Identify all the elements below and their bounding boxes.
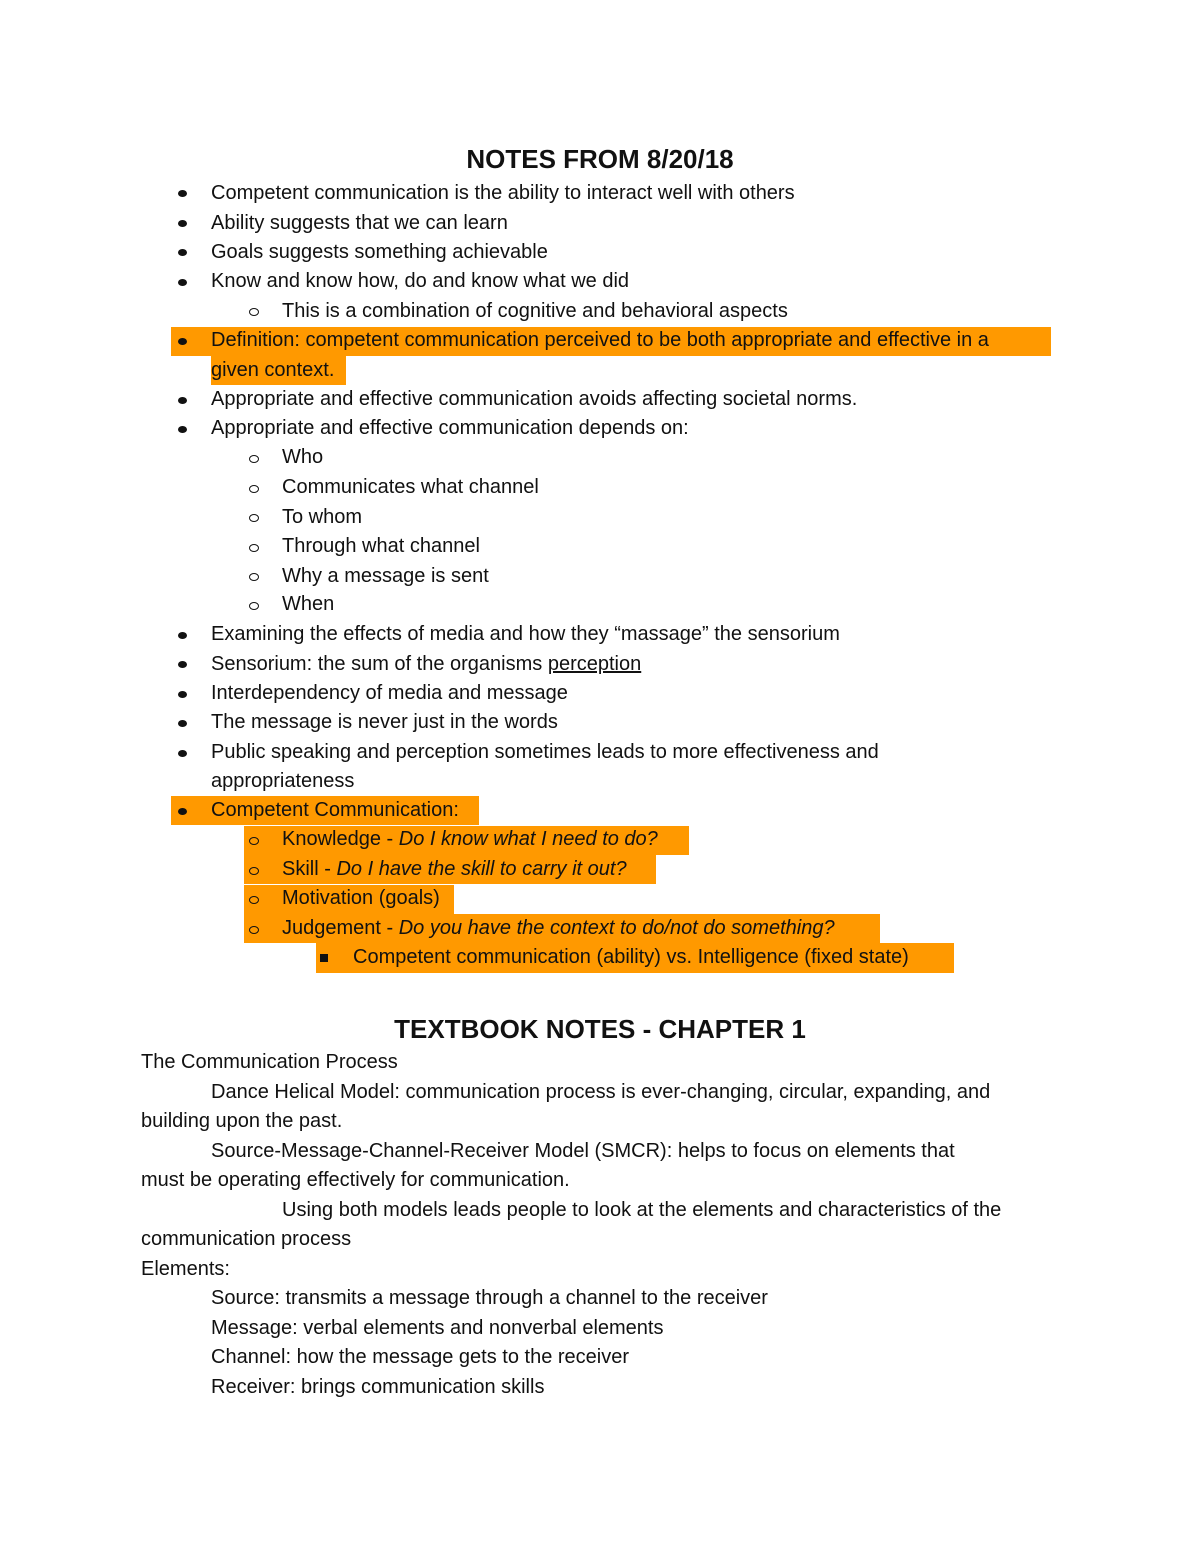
element-message: Message: verbal elements and nonverbal elements xyxy=(211,1317,664,1339)
bullet-icon xyxy=(178,426,187,433)
note-public-speaking-2: appropriateness xyxy=(211,770,355,792)
definition-line-2: given context. xyxy=(211,359,335,381)
ability-vs-intelligence: Competent communication (ability) vs. Intelligence (fixed state) xyxy=(353,946,909,968)
bullet-icon xyxy=(178,808,187,815)
both-models-line-2: communication process xyxy=(141,1228,352,1250)
skill-label: Skill - xyxy=(282,858,337,880)
note-depends-on: Appropriate and effective communication depends on: xyxy=(211,417,689,439)
sensorium-text: Sensorium: the sum of the organisms xyxy=(211,653,548,675)
communication-process-heading: The Communication Process xyxy=(141,1051,398,1073)
bullet-icon xyxy=(178,279,187,286)
note-competent-ability: Competent communication is the ability to interact well with others xyxy=(211,182,795,204)
depends-item: Communicates what channel xyxy=(282,476,539,498)
circle-bullet-icon xyxy=(249,308,259,316)
competent-communication-heading: Competent Communication: xyxy=(211,799,459,821)
skill-item xyxy=(282,855,627,884)
note-message-words: The message is never just in the words xyxy=(211,711,558,733)
definition-line-1: Definition: competent communication perceived to be both appropriate and effective in a xyxy=(211,329,989,351)
dance-helical-line-1: Dance Helical Model: communication process is ever-changing, circular, expanding, and xyxy=(211,1081,991,1103)
bullet-icon xyxy=(178,338,187,345)
depends-item: Who xyxy=(282,446,324,468)
bullet-icon xyxy=(178,661,187,668)
circle-bullet-icon xyxy=(249,573,259,581)
perception-link[interactable]: perception xyxy=(547,653,642,675)
note-cognitive-behavioral: This is a combination of cognitive and behavioral aspects xyxy=(282,300,788,322)
both-models-line-1: Using both models leads people to look at the elements and characteristics of the xyxy=(282,1199,1002,1221)
bullet-icon xyxy=(178,750,187,757)
note-ability-learn: Ability suggests that we can learn xyxy=(211,212,508,234)
knowledge-question: Do I know what I need to do? xyxy=(398,828,658,850)
elements-heading: Elements: xyxy=(141,1258,230,1280)
depends-item: To whom xyxy=(282,506,363,528)
bullet-icon xyxy=(178,397,187,404)
smcr-line-2: must be operating effectively for communication. xyxy=(141,1169,570,1191)
element-channel: Channel: how the message gets to the receiver xyxy=(211,1346,630,1368)
note-sensorium-definition xyxy=(211,650,641,679)
judgement-label: Judgement - xyxy=(282,917,399,939)
circle-bullet-icon xyxy=(249,837,259,845)
bullet-icon xyxy=(178,632,187,639)
motivation-item: Motivation (goals) xyxy=(282,887,440,909)
depends-item: Why a message is sent xyxy=(282,565,489,587)
circle-bullet-icon xyxy=(249,926,259,934)
skill-question: Do I have the skill to carry it out? xyxy=(336,858,627,880)
smcr-line-1: Source-Message-Channel-Receiver Model (SMCR): helps to focus on elements that xyxy=(211,1140,955,1162)
judgement-question: Do you have the context to do/not do something? xyxy=(398,917,835,939)
bullet-icon xyxy=(178,720,187,727)
note-goals: Goals suggests something achievable xyxy=(211,241,548,263)
circle-bullet-icon xyxy=(249,455,259,463)
bullet-icon xyxy=(178,220,187,227)
knowledge-label: Knowledge - xyxy=(282,828,399,850)
knowledge-item xyxy=(282,825,658,854)
bullet-icon xyxy=(178,190,187,197)
note-know-how: Know and know how, do and know what we did xyxy=(211,270,630,292)
square-bullet-icon xyxy=(320,954,328,962)
bullet-icon xyxy=(178,691,187,698)
circle-bullet-icon xyxy=(249,896,259,904)
bullet-icon xyxy=(178,249,187,256)
judgement-item xyxy=(282,914,835,943)
note-societal-norms: Appropriate and effective communication avoids affecting societal norms. xyxy=(211,388,858,410)
circle-bullet-icon xyxy=(249,485,259,493)
circle-bullet-icon xyxy=(249,867,259,875)
circle-bullet-icon xyxy=(249,514,259,522)
circle-bullet-icon xyxy=(249,544,259,552)
notes-heading: NOTES FROM 8/20/18 xyxy=(466,144,734,174)
element-source: Source: transmits a message through a channel to the receiver xyxy=(211,1287,768,1309)
circle-bullet-icon xyxy=(249,602,259,610)
textbook-heading: TEXTBOOK NOTES - CHAPTER 1 xyxy=(394,1014,806,1044)
depends-item: When xyxy=(282,593,335,615)
note-interdependency: Interdependency of media and message xyxy=(211,682,568,704)
dance-helical-line-2: building upon the past. xyxy=(141,1110,343,1132)
depends-item: Through what channel xyxy=(282,535,480,557)
element-receiver: Receiver: brings communication skills xyxy=(211,1376,545,1398)
note-public-speaking-1: Public speaking and perception sometimes leads to more effectiveness and xyxy=(211,741,879,763)
note-massage-sensorium: Examining the effects of media and how they “massage” the sensorium xyxy=(211,623,840,645)
